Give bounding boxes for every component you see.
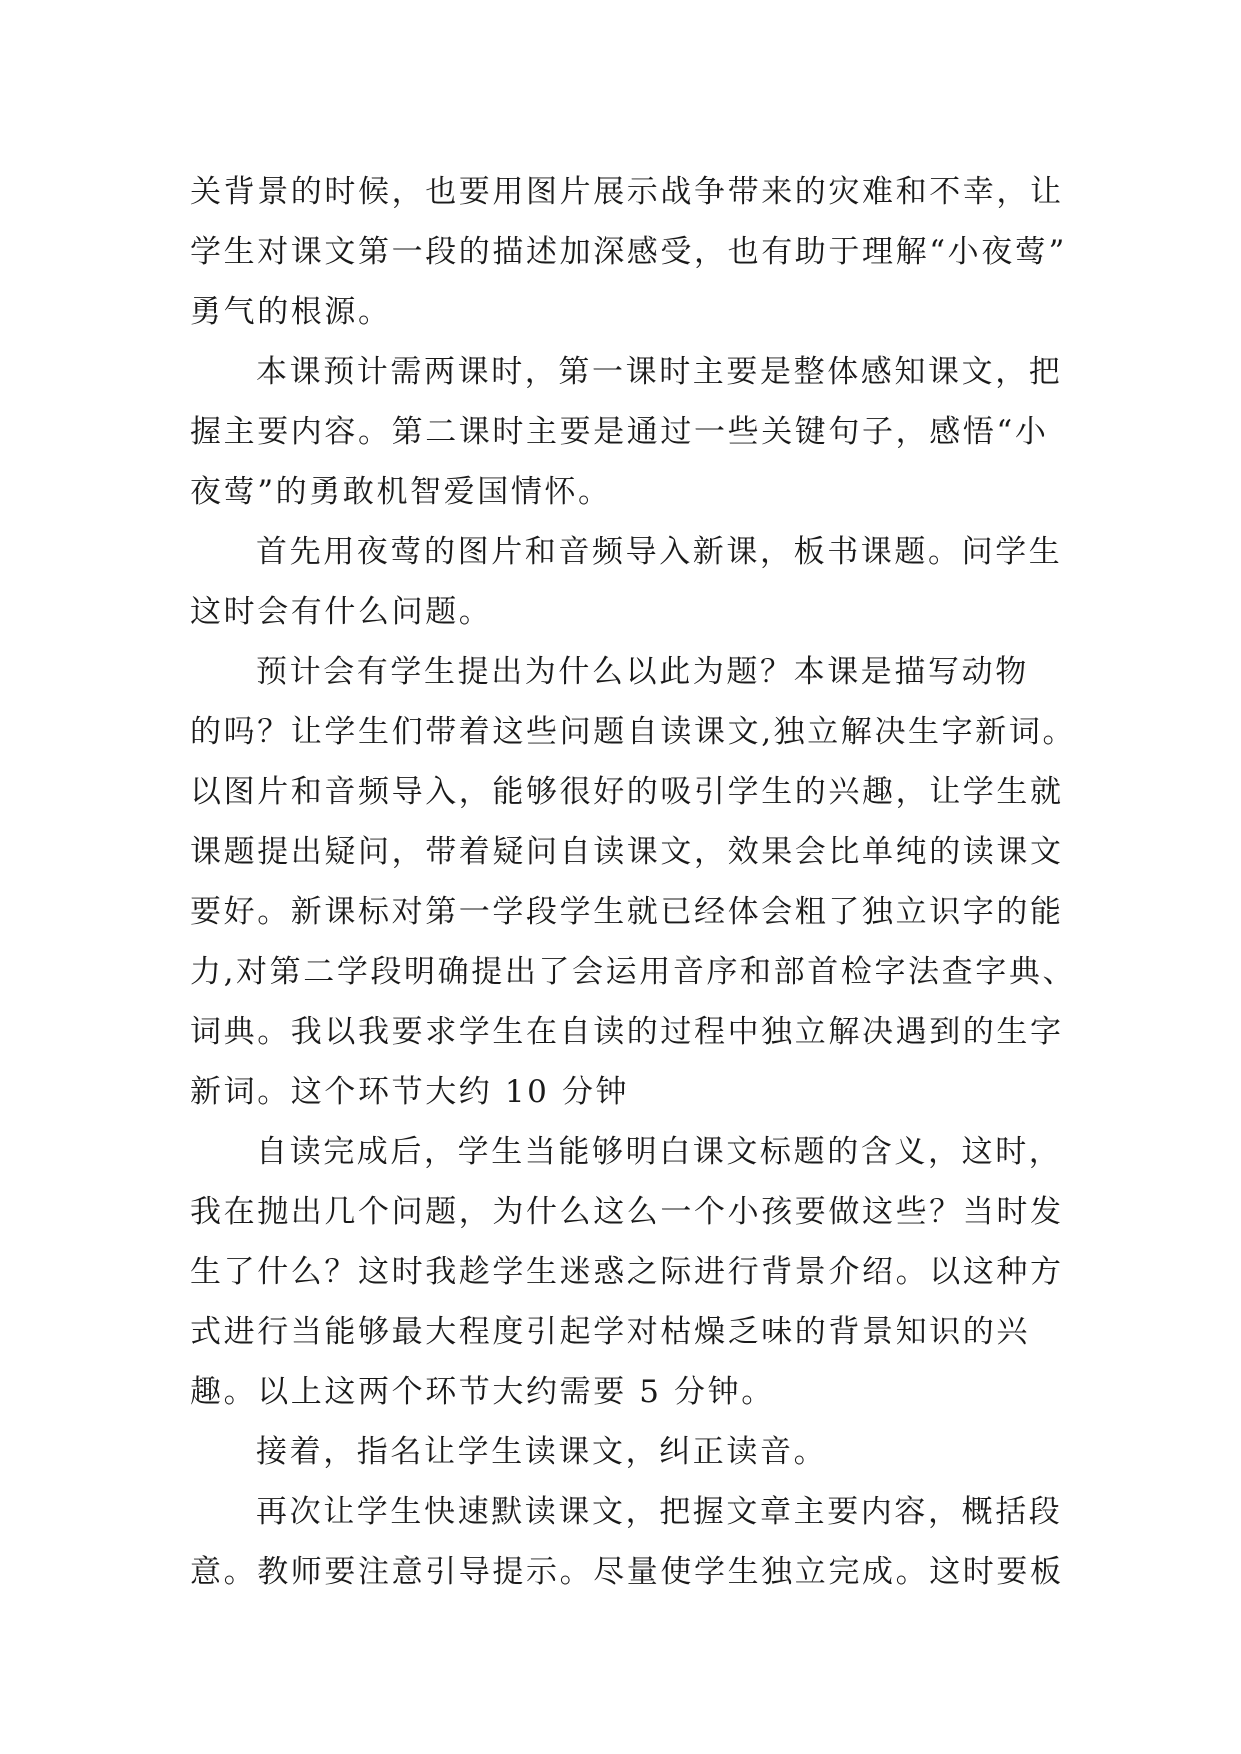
text-line: 要好。新课标对第一学段学生就已经体会粗了独立识字的能 bbox=[190, 894, 1064, 930]
text-line: 学生对课文第一段的描述加深感受，也有助于理解“小夜莺” bbox=[190, 234, 1067, 270]
text-line: 自读完成后，学生当能够明白课文标题的含义，这时， bbox=[256, 1134, 1063, 1170]
text-line: 关背景的时候，也要用图片展示战争带来的灾难和不幸，让 bbox=[190, 174, 1064, 210]
text-line: 的吗？让学生们带着这些问题自读课文,独立解决生字新词。 bbox=[190, 714, 1077, 750]
text-line: 以图片和音频导入，能够很好的吸引学生的兴趣，让学生就 bbox=[190, 774, 1064, 810]
text-line: 生了什么？这时我趁学生迷惑之际进行背景介绍。以这种方 bbox=[190, 1254, 1064, 1290]
text-line: 词典。我以我要求学生在自读的过程中独立解决遇到的生字 bbox=[190, 1014, 1064, 1050]
body-text bbox=[190, 162, 1077, 1602]
text-line: 新词。这个环节大约 10 分钟 bbox=[190, 1074, 630, 1110]
text-line: 接着，指名让学生读课文，纠正读音。 bbox=[256, 1434, 828, 1470]
text-line: 勇气的根源。 bbox=[190, 294, 392, 330]
text-line: 握主要内容。第二课时主要是通过一些关键句子，感悟“小 bbox=[190, 414, 1049, 450]
text-line: 我在抛出几个问题，为什么这么一个小孩要做这些？当时发 bbox=[190, 1194, 1064, 1230]
text-line: 首先用夜莺的图片和音频导入新课，板书课题。问学生 bbox=[256, 534, 1063, 570]
text-line: 本课预计需两课时，第一课时主要是整体感知课文，把 bbox=[256, 354, 1063, 390]
text-line: 夜莺”的勇敢机智爱国情怀。 bbox=[190, 474, 612, 510]
text-line: 式进行当能够最大程度引起学对枯燥乏味的背景知识的兴 bbox=[190, 1314, 1030, 1350]
text-line: 再次让学生快速默读课文，把握文章主要内容，概括段 bbox=[256, 1494, 1063, 1530]
text-line: 趣。以上这两个环节大约需要 5 分钟。 bbox=[190, 1374, 775, 1410]
text-line: 课题提出疑问，带着疑问自读课文，效果会比单纯的读课文 bbox=[190, 834, 1064, 870]
text-line: 意。教师要注意引导提示。尽量使学生独立完成。这时要板 bbox=[190, 1554, 1064, 1590]
text-line: 力,对第二学段明确提出了会运用音序和部首检字法查字典、 bbox=[190, 954, 1077, 990]
text-line: 这时会有什么问题。 bbox=[190, 594, 493, 630]
text-line: 预计会有学生提出为什么以此为题？本课是描写动物 bbox=[256, 654, 1029, 690]
